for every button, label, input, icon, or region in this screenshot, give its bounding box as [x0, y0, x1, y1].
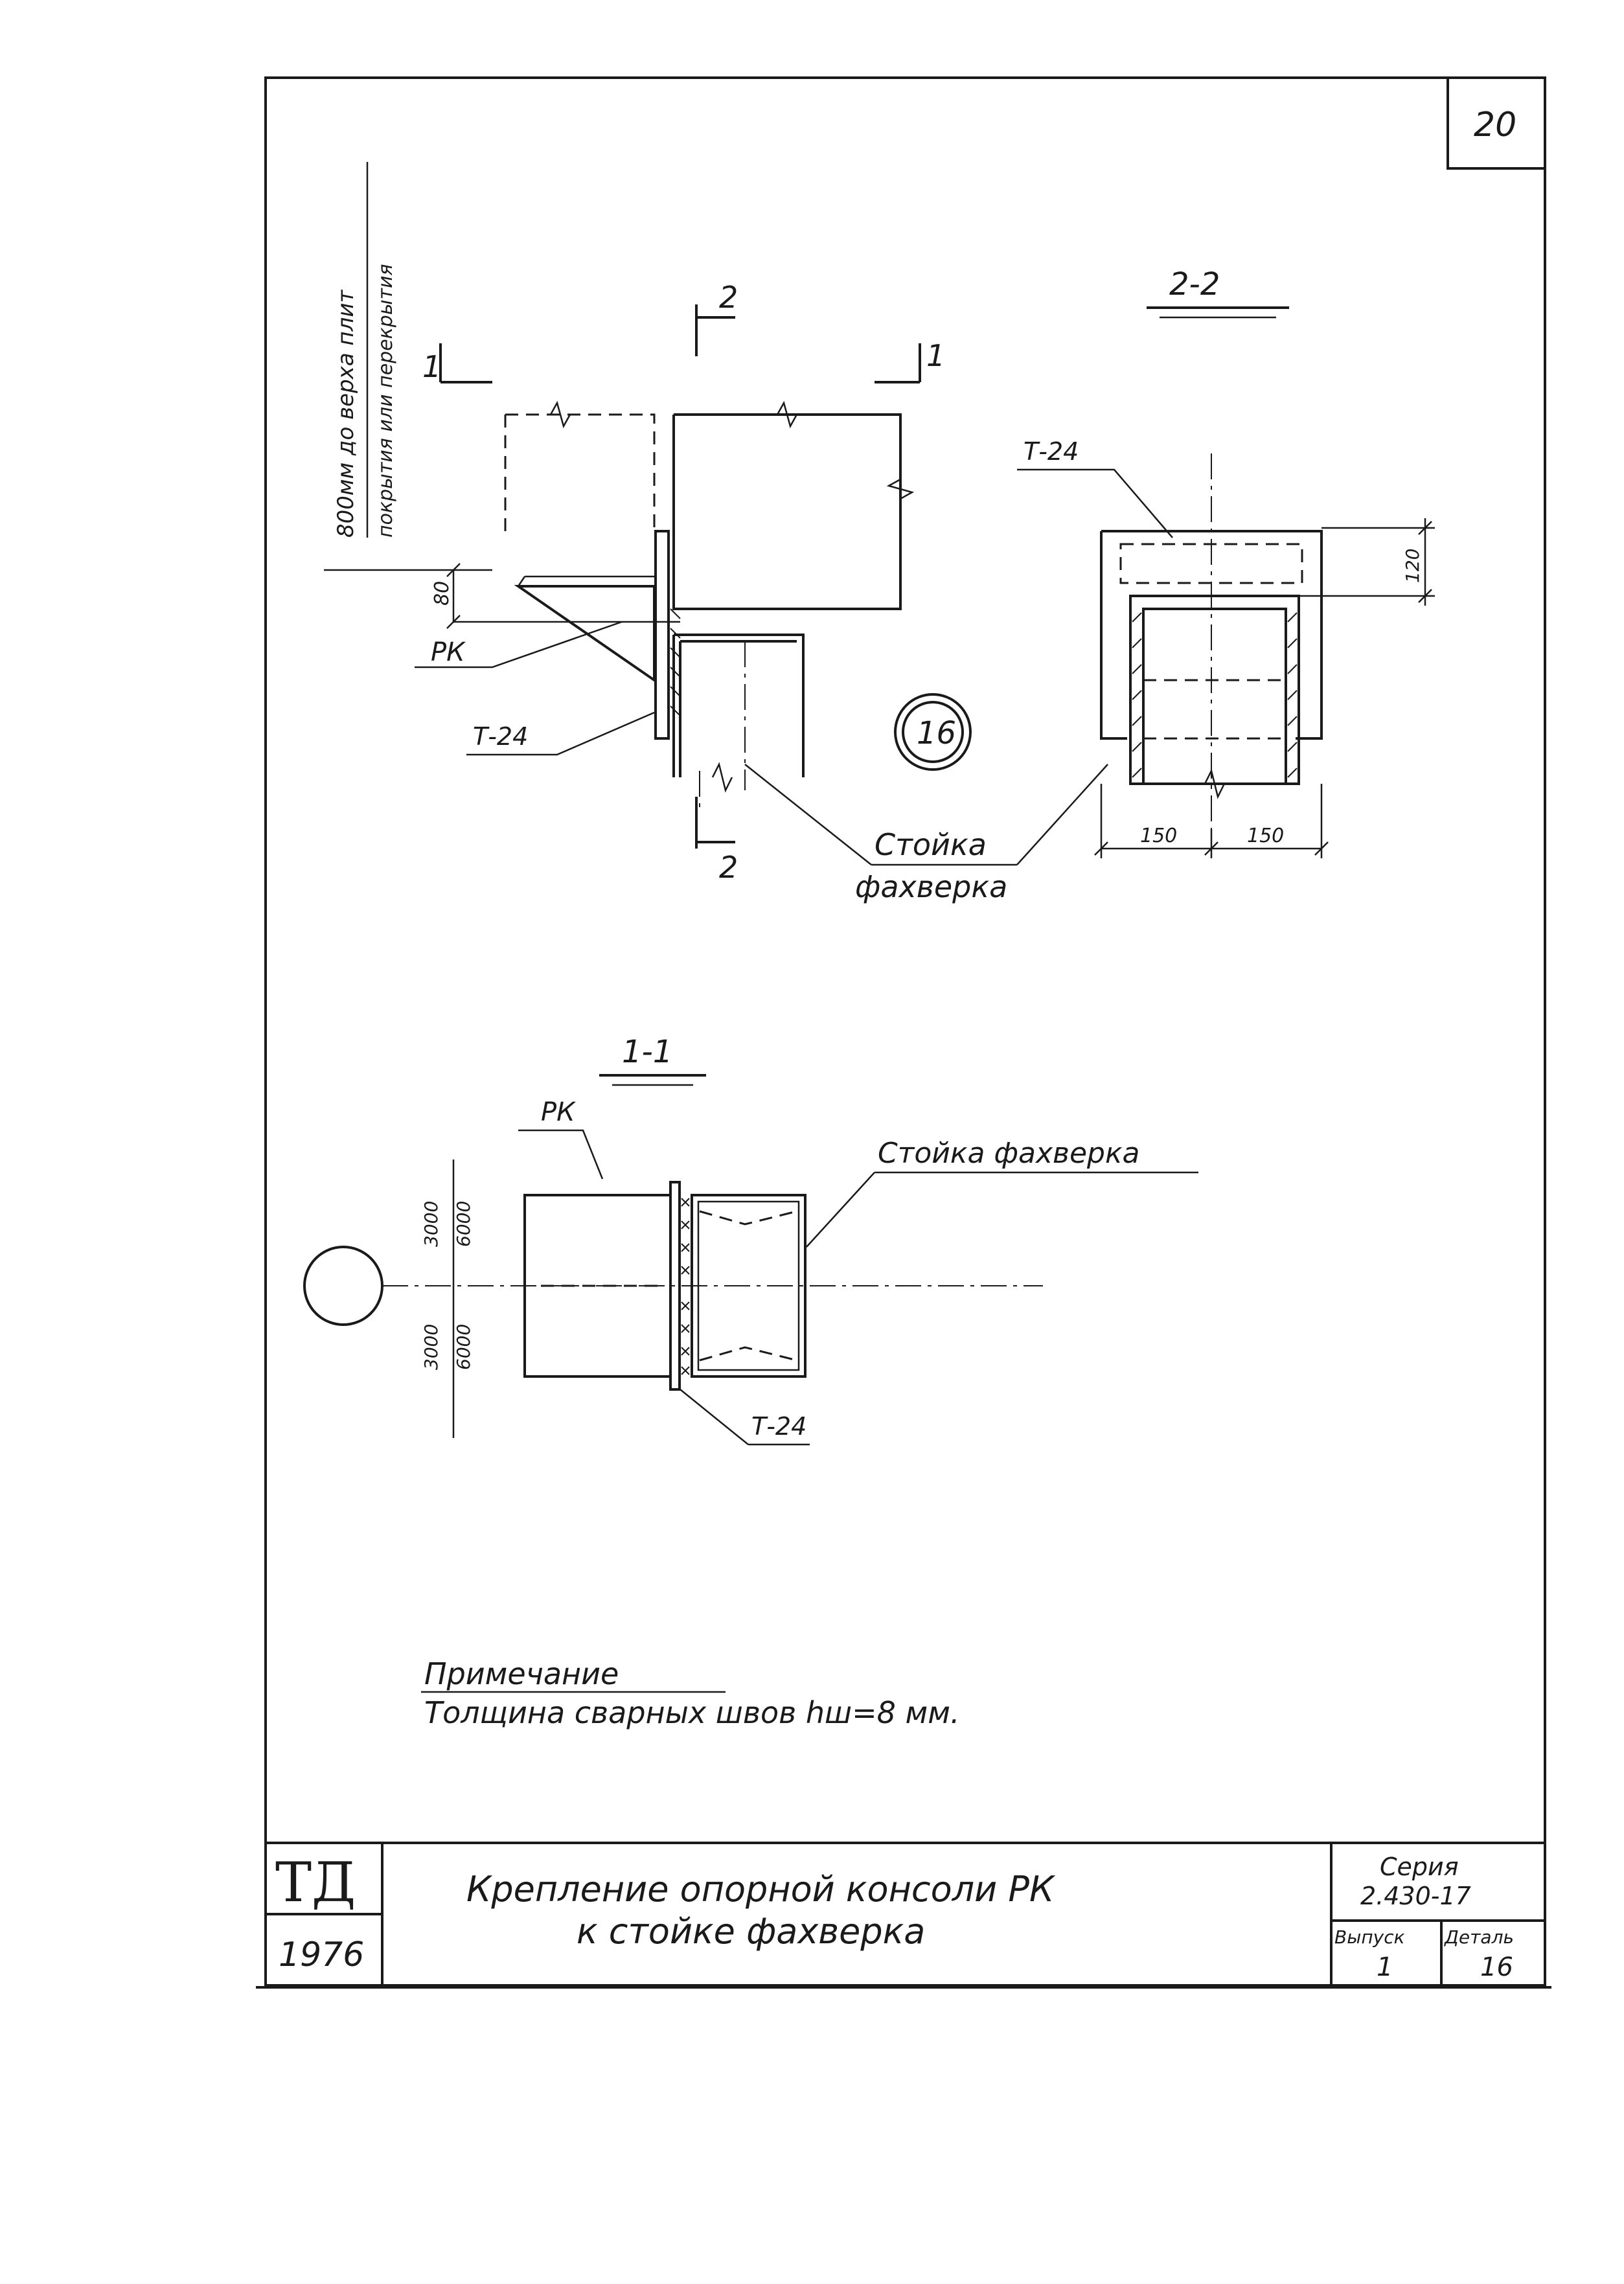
note — [421, 1656, 960, 1730]
section-mark-2-bottom — [696, 797, 738, 885]
dim-left-1-1 — [420, 1159, 474, 1438]
detail-marker-16 — [895, 694, 970, 770]
axis-circle — [304, 1247, 382, 1325]
view-1-1 — [304, 1034, 1198, 1445]
right-slab-outline — [674, 415, 900, 609]
year: 1976 — [279, 1936, 365, 1974]
t24-label: Т-24 — [473, 722, 529, 751]
t24-label-2-2: Т-24 — [1024, 437, 1079, 466]
weld-marks — [670, 609, 680, 716]
svg-text:150: 150 — [1140, 825, 1178, 847]
side-note-line1: 800мм до верха плит — [333, 290, 359, 538]
svg-text:120: 120 — [1402, 548, 1423, 583]
section-mark-1-right — [875, 338, 945, 382]
view-2-2 — [1017, 266, 1435, 858]
view-2-2-title: 2-2 — [1169, 266, 1220, 303]
title-block — [266, 1843, 1545, 1985]
view-1-1-title: 1-1 — [622, 1034, 673, 1070]
note-text: Толщина сварных швов hш=8 мм. — [424, 1695, 960, 1730]
issue-value: 1 — [1377, 1952, 1393, 1982]
series-label: Серия — [1380, 1853, 1459, 1881]
logo-td: ТД — [275, 1851, 356, 1914]
bracket-rk — [518, 577, 654, 680]
column-elevation — [674, 635, 803, 777]
sheet-number: 20 — [1474, 106, 1517, 144]
main-elevation — [415, 280, 1108, 904]
section-mark-2-top — [696, 280, 738, 356]
side-note-line2: покрытия или перекрытия — [374, 264, 397, 538]
stoika-label-line2: фахверка — [855, 869, 1008, 904]
title-line2: к стойке фахверка — [577, 1911, 926, 1952]
side-note — [333, 162, 397, 538]
rk-label-1-1: РК — [541, 1097, 575, 1127]
svg-text:6000: 6000 — [453, 1323, 474, 1370]
rk-label: РК — [431, 637, 465, 667]
stoika-label-1-1: Стойка фахверка — [878, 1137, 1140, 1170]
svg-text:2: 2 — [719, 280, 738, 315]
svg-text:6000: 6000 — [453, 1200, 474, 1247]
svg-text:3000: 3000 — [420, 1200, 442, 1247]
issue-label: Выпуск — [1334, 1926, 1405, 1948]
stoika-leader-right — [1017, 764, 1108, 865]
title-line1: Крепление опорной консоли РК — [466, 1869, 1055, 1910]
left-slab-outline — [505, 415, 654, 531]
series-value: 2.430-17 — [1360, 1882, 1471, 1910]
stoika-leader-left — [745, 764, 871, 865]
stoika-label-line1: Стойка — [875, 827, 987, 862]
svg-text:3000: 3000 — [420, 1323, 442, 1370]
svg-text:150: 150 — [1247, 825, 1285, 847]
t24-leader-2-2 — [1017, 470, 1172, 538]
section-mark-1-left — [422, 343, 492, 384]
sheet-number-box — [1448, 78, 1545, 168]
column-tube-section — [1130, 596, 1299, 784]
svg-text:16: 16 — [917, 715, 957, 751]
svg-text:1: 1 — [926, 338, 946, 373]
dim-80 — [431, 564, 680, 628]
svg-text:2: 2 — [719, 850, 738, 885]
weld-plate — [656, 531, 669, 738]
detail-label: Деталь — [1445, 1926, 1514, 1948]
detail-value: 16 — [1480, 1952, 1513, 1982]
t24-label-1-1: Т-24 — [751, 1412, 807, 1441]
svg-text:1: 1 — [422, 349, 442, 384]
note-heading: Примечание — [424, 1656, 619, 1691]
svg-text:80: 80 — [431, 580, 453, 606]
